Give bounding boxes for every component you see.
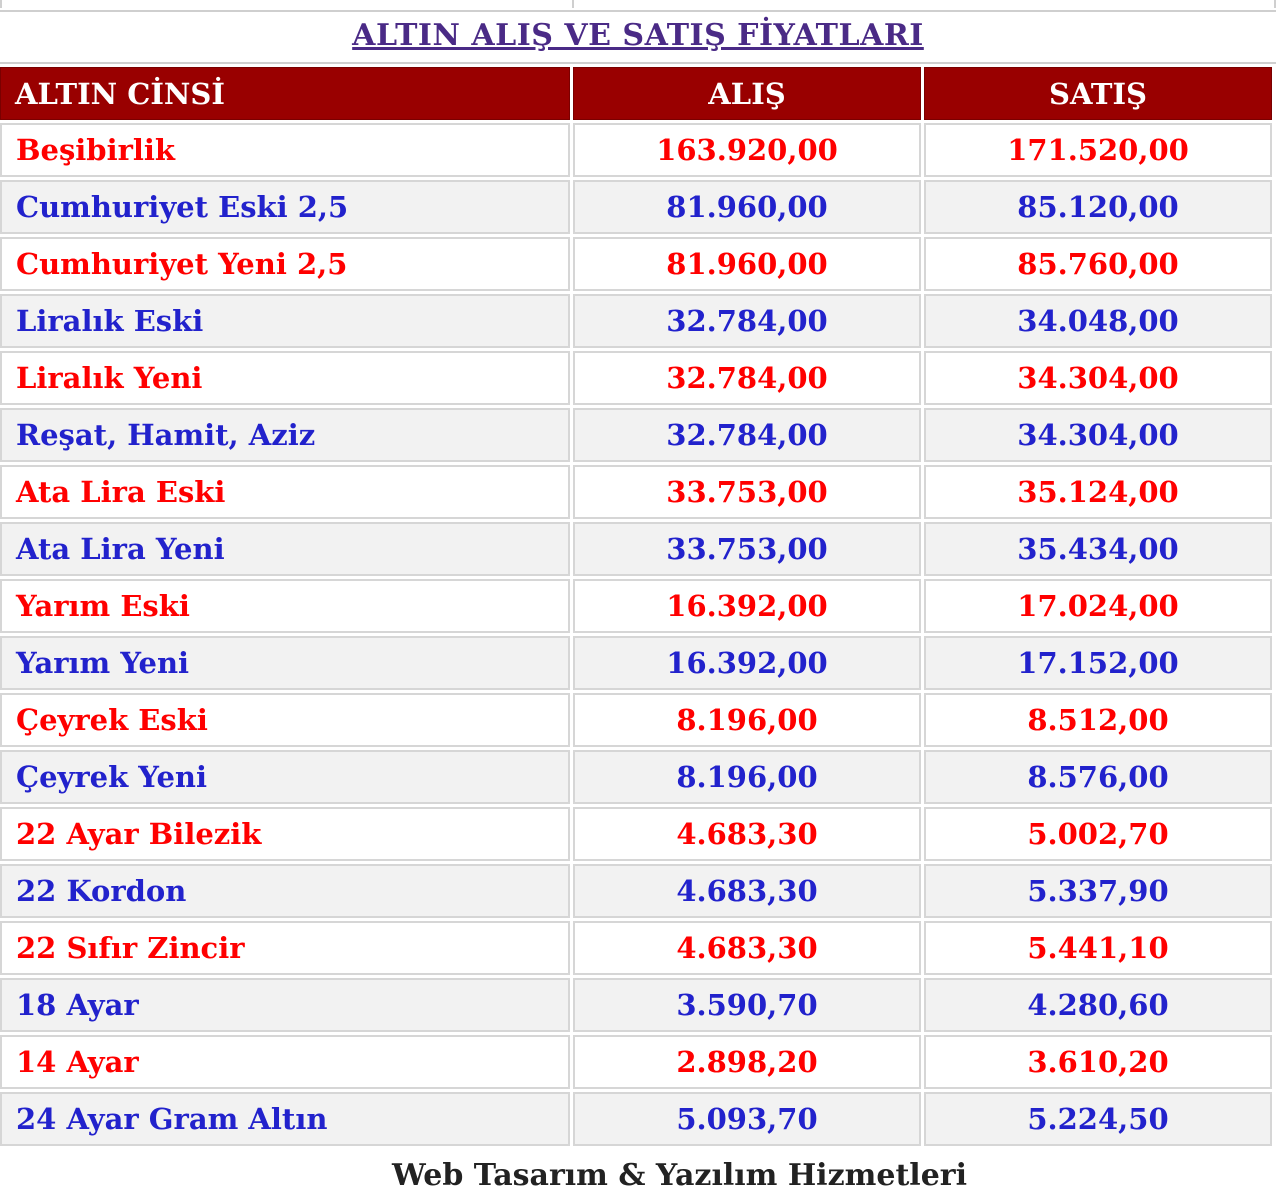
buy-price-cell: 5.093,70	[573, 1092, 921, 1146]
sell-price-cell: 85.120,00	[924, 180, 1272, 234]
gold-type-cell: Yarım Eski	[0, 579, 570, 633]
table-row	[0, 351, 1272, 405]
sell-price-cell: 17.152,00	[924, 636, 1272, 690]
gold-type-cell: Beşibirlik	[0, 123, 570, 177]
buy-price-cell: 16.392,00	[573, 636, 921, 690]
gold-type-cell: Cumhuriyet Yeni 2,5	[0, 237, 570, 291]
buy-price-cell: 16.392,00	[573, 579, 921, 633]
buy-price-cell: 163.920,00	[573, 123, 921, 177]
buy-price-cell: 81.960,00	[573, 180, 921, 234]
gold-type-cell: 18 Ayar	[0, 978, 570, 1032]
table-row	[0, 921, 1272, 975]
buy-price-cell: 4.683,30	[573, 807, 921, 861]
gold-type-cell: Reşat, Hamit, Aziz	[0, 408, 570, 462]
column-header-type: ALTIN CİNSİ	[0, 67, 570, 120]
sell-price-cell: 8.576,00	[924, 750, 1272, 804]
buy-price-cell: 81.960,00	[573, 237, 921, 291]
table-row	[0, 693, 1272, 747]
top-cell-border	[572, 0, 574, 8]
table-row	[0, 864, 1272, 918]
gold-type-cell: Liralık Eski	[0, 294, 570, 348]
sell-price-cell: 5.224,50	[924, 1092, 1272, 1146]
top-cell-border	[0, 0, 2, 8]
buy-price-cell: 33.753,00	[573, 522, 921, 576]
table-row	[0, 123, 1272, 177]
table-title-bar	[0, 12, 1276, 64]
table-row	[0, 978, 1272, 1032]
sell-price-cell: 35.434,00	[924, 522, 1272, 576]
buy-price-cell: 4.683,30	[573, 864, 921, 918]
sell-price-cell: 17.024,00	[924, 579, 1272, 633]
sell-price-cell: 8.512,00	[924, 693, 1272, 747]
table-header-row	[0, 67, 1272, 120]
buy-price-cell: 3.590,70	[573, 978, 921, 1032]
sell-price-cell: 4.280,60	[924, 978, 1272, 1032]
column-header-sell: SATIŞ	[924, 67, 1272, 120]
buy-price-cell: 32.784,00	[573, 408, 921, 462]
table-row	[0, 1035, 1272, 1089]
buy-price-cell: 32.784,00	[573, 351, 921, 405]
buy-price-cell: 4.683,30	[573, 921, 921, 975]
table-row	[0, 750, 1272, 804]
gold-type-cell: 22 Ayar Bilezik	[0, 807, 570, 861]
table-row	[0, 1092, 1272, 1146]
table-row	[0, 636, 1272, 690]
table-row	[0, 807, 1272, 861]
table-title-link[interactable]: ALTIN ALIŞ VE SATIŞ FİYATLARI	[352, 18, 924, 53]
previous-table-bottom-edge	[0, 0, 1276, 12]
column-header-buy: ALIŞ	[573, 67, 921, 120]
gold-type-cell: Liralık Yeni	[0, 351, 570, 405]
gold-type-cell: 24 Ayar Gram Altın	[0, 1092, 570, 1146]
sell-price-cell: 85.760,00	[924, 237, 1272, 291]
table-row	[0, 180, 1272, 234]
gold-type-cell: Çeyrek Eski	[0, 693, 570, 747]
sell-price-cell: 35.124,00	[924, 465, 1272, 519]
gold-type-cell: 22 Kordon	[0, 864, 570, 918]
footer-text-partial: Web Tasarım & Yazılım Hizmetleri	[392, 1158, 967, 1193]
gold-type-cell: Cumhuriyet Eski 2,5	[0, 180, 570, 234]
table-row	[0, 579, 1272, 633]
buy-price-cell: 8.196,00	[573, 693, 921, 747]
gold-type-cell: Ata Lira Eski	[0, 465, 570, 519]
sell-price-cell: 5.441,10	[924, 921, 1272, 975]
buy-price-cell: 2.898,20	[573, 1035, 921, 1089]
gold-type-cell: 14 Ayar	[0, 1035, 570, 1089]
gold-type-cell: 22 Sıfır Zincir	[0, 921, 570, 975]
table-row	[0, 522, 1272, 576]
table-row	[0, 237, 1272, 291]
buy-price-cell: 32.784,00	[573, 294, 921, 348]
sell-price-cell: 3.610,20	[924, 1035, 1272, 1089]
gold-price-table	[0, 64, 1275, 1149]
buy-price-cell: 33.753,00	[573, 465, 921, 519]
sell-price-cell: 34.304,00	[924, 351, 1272, 405]
buy-price-cell: 8.196,00	[573, 750, 921, 804]
table-row	[0, 294, 1272, 348]
gold-type-cell: Yarım Yeni	[0, 636, 570, 690]
gold-type-cell: Çeyrek Yeni	[0, 750, 570, 804]
table-body	[0, 123, 1272, 1146]
top-cell-border	[1274, 0, 1276, 8]
sell-price-cell: 171.520,00	[924, 123, 1272, 177]
sell-price-cell: 34.048,00	[924, 294, 1272, 348]
gold-type-cell: Ata Lira Yeni	[0, 522, 570, 576]
table-row	[0, 408, 1272, 462]
sell-price-cell: 5.337,90	[924, 864, 1272, 918]
table-row	[0, 465, 1272, 519]
sell-price-cell: 5.002,70	[924, 807, 1272, 861]
sell-price-cell: 34.304,00	[924, 408, 1272, 462]
